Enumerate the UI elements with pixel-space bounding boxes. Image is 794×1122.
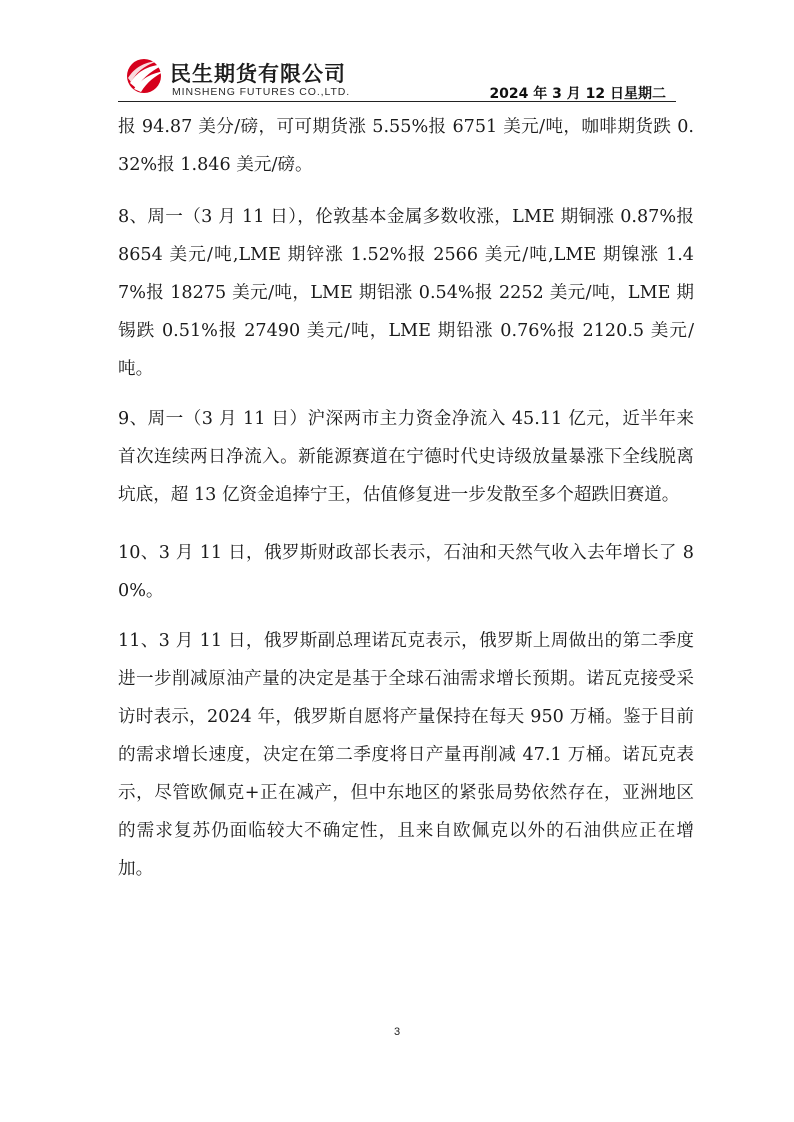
document-body	[118, 108, 694, 902]
paragraph-8: 8、周一（3 月 11 日），伦敦基本金属多数收涨，LME 期铜涨 0.87%报 8654 美元/吨,LME 期锌涨 1.52%报 2566 美元/吨,LME 期镍涨 1.47%报 18275 美元/吨，LME 期铝涨 0.54%报 2252 美元/吨，LME 期锡跌 0.51%报 27490 美元/吨，LME 期铅涨 0.76%报 2120.5 美元/吨。	[118, 207, 694, 379]
company-logo	[124, 56, 374, 100]
company-name-cn: 民生期货有限公司	[170, 62, 346, 86]
header-divider	[118, 101, 676, 102]
page-header	[118, 52, 676, 102]
report-date: 2024 年 3 月 12 日星期二	[489, 86, 666, 102]
paragraph-9: 9、周一（3 月 11 日）沪深两市主力资金净流入 45.11 亿元，近半年来首次连续两日净流入。新能源赛道在宁德时代史诗级放量暴涨下全线脱离坑底，超 13 亿资金追捧宁王，估值修复进一步发散至多个超跌旧赛道。	[118, 409, 694, 505]
minsheng-logo-icon	[124, 56, 168, 96]
paragraph-7-continued: 报 94.87 美分/磅，可可期货涨 5.55%报 6751 美元/吨，咖啡期货跌 0.32%报 1.846 美元/磅。	[118, 117, 694, 175]
company-name-en: MINSHENG FUTURES CO.,LTD.	[172, 86, 351, 98]
page-number: 3	[393, 1026, 401, 1038]
paragraph-10: 10、3 月 11 日，俄罗斯财政部长表示，石油和天然气收入去年增长了 80%。	[118, 543, 694, 601]
paragraph-11: 11、3 月 11 日，俄罗斯副总理诺瓦克表示，俄罗斯上周做出的第二季度进一步削减原油产量的决定是基于全球石油需求增长预期。诺瓦克接受采访时表示，2024 年，俄罗斯自愿将产量保持在每天 950 万桶。鉴于目前的需求增长速度，决定在第二季度将日产量再削减 47.1 万桶。诺瓦克表示，尽管欧佩克+正在减产，但中东地区的紧张局势依然存在，亚洲地区的需求复苏仍面临较大不确定性，且来自欧佩克以外的石油供应正在增加。	[118, 631, 694, 879]
